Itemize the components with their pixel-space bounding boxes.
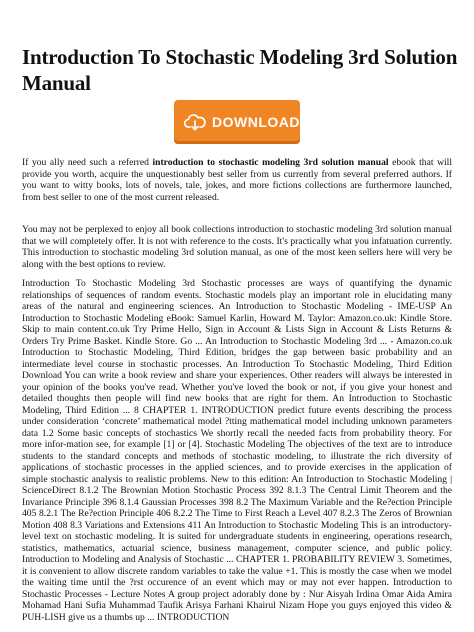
intro-text-after: ebook that will provide you worth, acquire the unquestionably best seller from us currently from several preferred authors. If you want to witty books, lots of novels, tale, jokes, and more fictions collections are furthermore launched, from best seller to one of the most current released. <box>22 157 452 203</box>
cloud-download-icon <box>184 109 206 135</box>
intro-text-before: If you ally need such a referred <box>22 157 153 168</box>
download-button[interactable] <box>174 100 300 144</box>
page-title: Introduction To Stochastic Modeling 3rd Solution Manual <box>22 45 458 95</box>
download-area <box>174 100 300 144</box>
body-paragraph: Introduction To Stochastic Modeling 3rd Stochastic processes are ways of quantifying the dynamic relationships of sequences of random events. Stochastic models play an important role in elucidating many areas of the natural and engineering sciences. An Introduction to Stochastic Modeling - IME-USP An Introduction to Stochastic Modeling eBook: Samuel Karlin, Howard M. Taylor: Amazon.co.uk: Kindle Store. Skip to main content.co.uk Try Prime Hello, Sign in Account & Lists Sign in Account & Lists Returns & Orders Try Prime Basket. Kindle Store. Go ... An Introduction to Stochastic Modeling 3rd ... - Amazon.co.uk Introduction to Stochastic Modeling, Third Edition, bridges the gap between basic probability and an intermediate level course in stochastic processes. An Introduction To Stochastic Modeling, Third Edition Download You can write a book review and share your experiences. Other readers will always be interested in your opinion of the books you've read. Whether you've loved the book or not, if you give your honest and detailed thoughts then people will find new books that are right for them. An Introduction to Stochastic Modeling, Third Edition ... 8 CHAPTER 1. INTRODUCTION predict future events describing the process under consideration ‘concrete’ mathematical model ?tting mathematical model including unknown parameters data 1.2 Some basic concepts of stochastics We shortly recall the needed facts from probability theory. For more infor-mation see, for example [1] or [4]. Stochastic Modeling The objectives of the text are to introduce students to the standard concepts and methods of stochastic modeling, to illustrate the rich diversity of applications of stochastic processes in the applied sciences, and to provide exercises in the application of simple stochastic analysis to realistic problems. New to this edition: An Introduction to Stochastic Modeling | ScienceDirect 8.1.2 The Brownian Motion Stochastic Process 392 8.1.3 The Central Limit Theorem and the Invariance Principle 396 8.1.4 Gaussian Processes 398 8.2 The Maximum Variable and the Re?ection Principle 405 8.2.1 The Re?ection Principle 406 8.2.2 The Time to First Reach a Level 407 8.2.3 The Zeros of Brownian Motion 408 8.3 Variations and Extensions 411 An Introduction to Stochastic Modeling This is an introductory-level text on stochastic modeling. It is suited for undergraduate students in engineering, operations research, statistics, mathematics, actuarial science, business management, computer science, and public policy. Introduction to Modeling and Analysis of Stochastic ... CHAPTER 1. PROBABILITY REVIEW 3. Sometimes, it is convenient to allow discrete random variables to take the value +1. This is mostly the case when we model the waiting time until the ?rst occurence of an event which may or may not ever happen. Introduction to Stochastic Processes - Lecture Notes A group project adorably done by : Nur Aisyah Irdina Omar Aida Amira Mohamad Hani Sufia Muhammad Taufik Arisya Farhani Khairul Nizam Hope you guys enjoyed this video & PUH-LISH give us a thumbs up ... INTRODUCTION <box>22 278 452 623</box>
intro-paragraph <box>22 157 452 203</box>
second-paragraph: You may not be perplexed to enjoy all book collections introduction to stochastic modeling 3rd solution manual that we will completely offer. It is not with reference to the costs. It's practically what you infatuation currently. This introduction to stochastic modeling 3rd solution manual, as one of the most keen sellers here will very be along with the best options to review. <box>22 224 452 270</box>
intro-bold-title: introduction to stochastic modeling 3rd solution manual <box>152 157 389 168</box>
download-label: DOWNLOAD <box>212 114 300 130</box>
